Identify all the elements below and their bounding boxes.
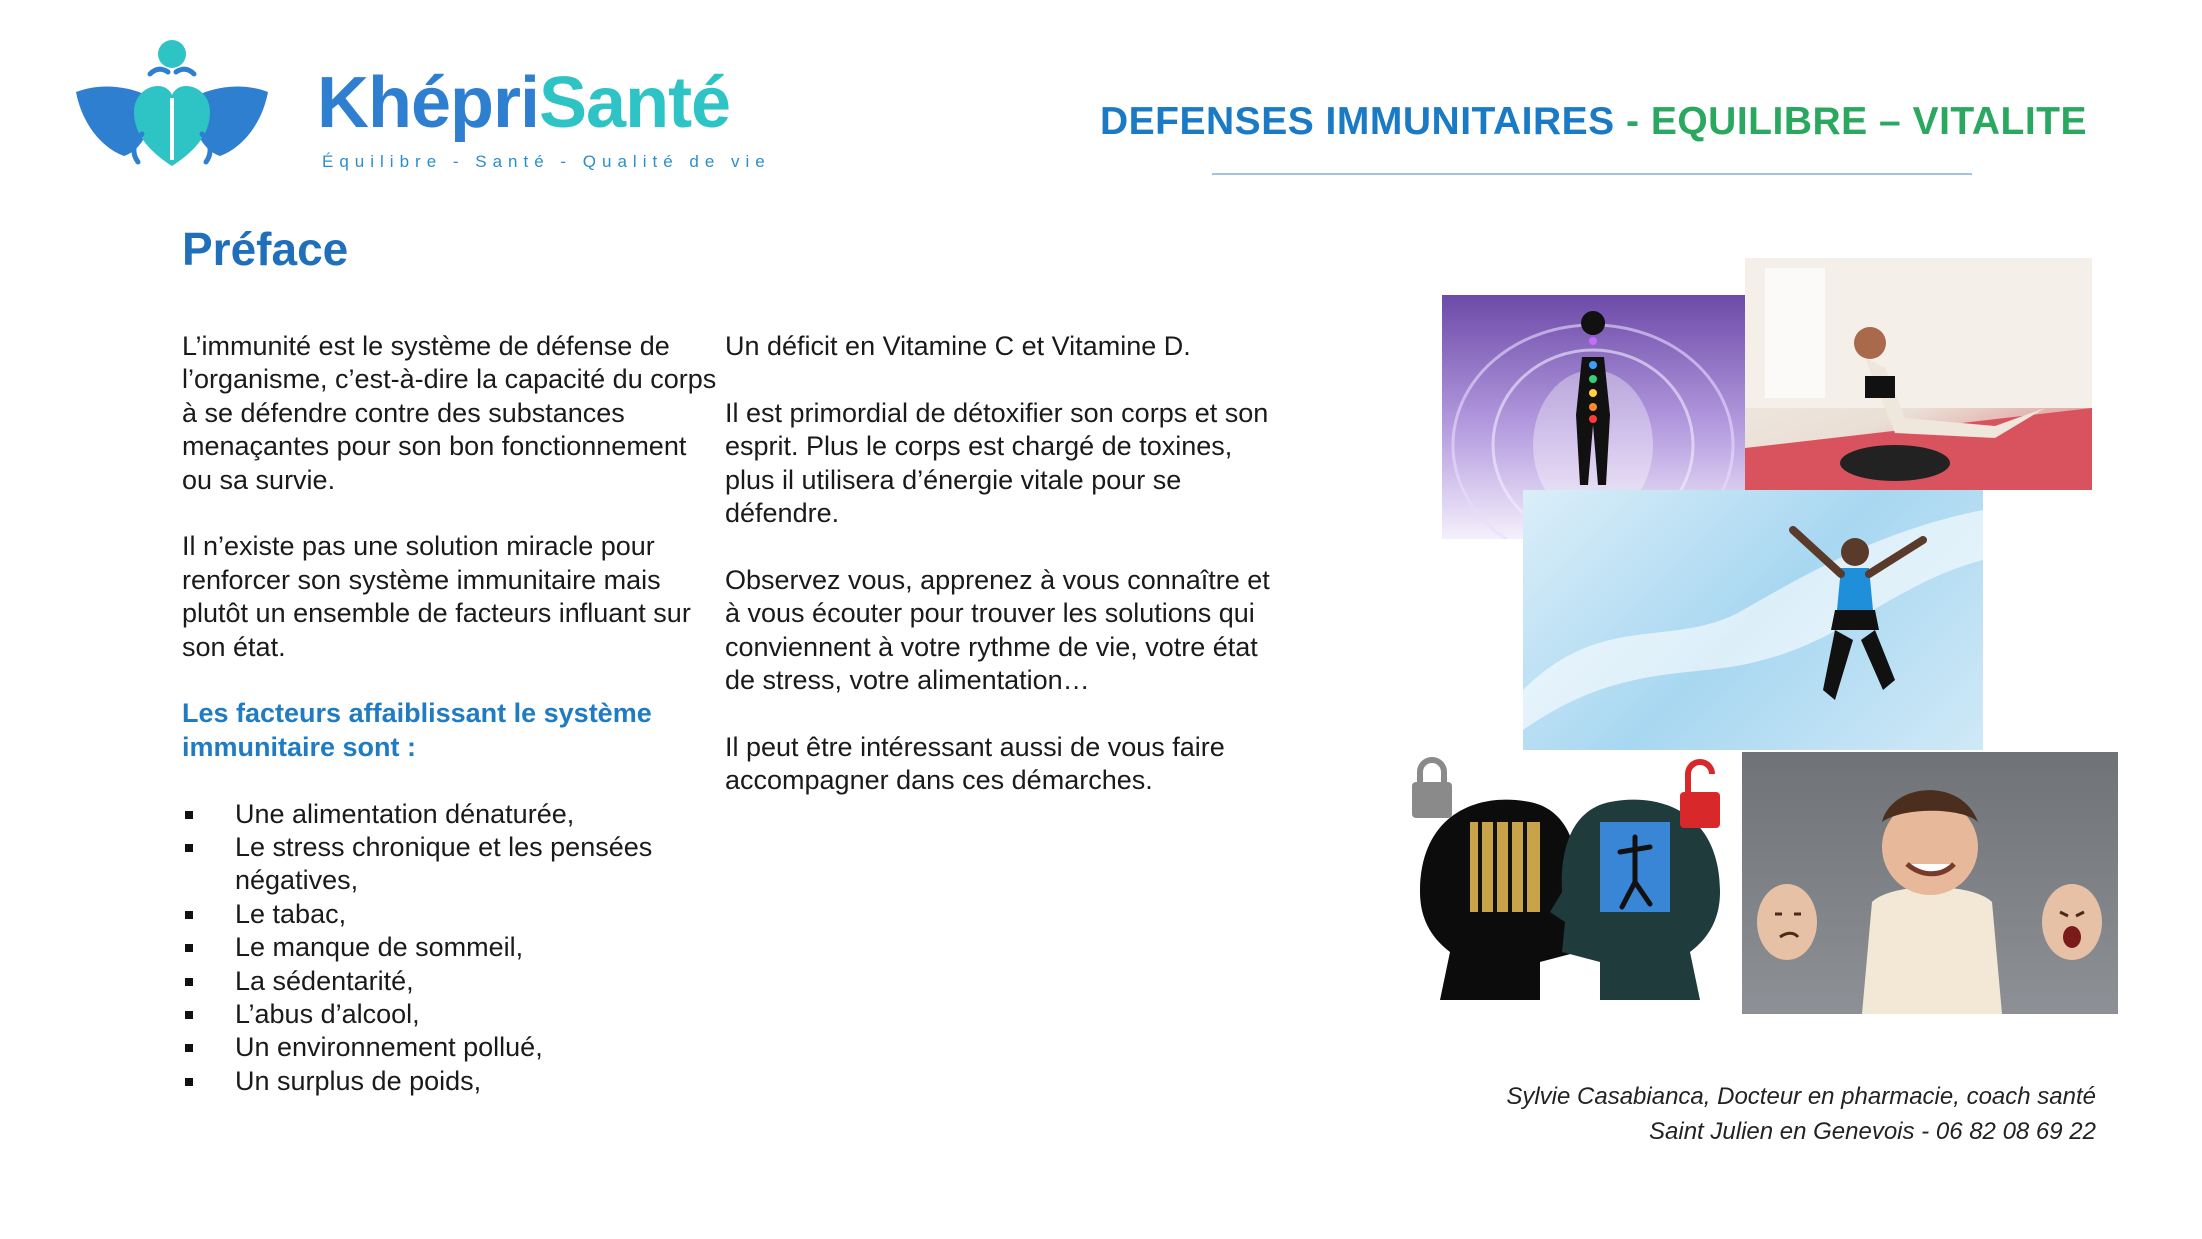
factors-subheading: Les facteurs affaiblissant le système immunitaire sont :	[182, 698, 652, 762]
list-item: Le tabac,	[182, 898, 722, 931]
list-item: Le stress chronique et les pensées négatives,	[182, 831, 722, 898]
water-jump-image	[1523, 490, 1983, 750]
brand-tagline: Équilibre - Santé - Qualité de vie	[322, 152, 771, 171]
headline-part3: VITALITE	[1912, 100, 2087, 143]
list-item: L’abus d’alcool,	[182, 998, 722, 1031]
brand-name-part1: Khépri	[317, 63, 540, 143]
headline-part1: DEFENSES IMMUNITAIRES	[1100, 100, 1615, 143]
right-column	[725, 330, 1285, 831]
brand-name	[317, 62, 730, 144]
headline-separator-2: –	[1867, 100, 1913, 143]
right-paragraph-1: Un déficit en Vitamine C et Vitamine D.	[725, 331, 1191, 361]
page-title: Préface	[182, 223, 349, 275]
list-item: Le manque de sommeil,	[182, 931, 722, 964]
header-headline	[1100, 100, 2087, 144]
right-paragraph-3: Observez vous, apprenez à vous connaître et à vous écouter pour trouver les solutions qui conviennent à votre rythme de vie, votre état de stress, votre alimentation…	[725, 564, 1270, 696]
factors-list	[182, 798, 722, 1099]
yoga-exercise-image	[1745, 258, 2092, 490]
right-paragraph-4: Il peut être intéressant aussi de vous faire accompagner dans ces démarches.	[725, 731, 1225, 796]
right-paragraph-2: Il est primordial de détoxifier son corps et son esprit. Plus le corps est chargé de toxines, plus il utilisera d’énergie vitale pour se défendre.	[725, 397, 1269, 529]
left-column	[182, 330, 722, 1098]
list-item: Une alimentation dénaturée,	[182, 798, 722, 831]
list-item: La sédentarité,	[182, 965, 722, 998]
brand-name-part2: Santé	[539, 63, 731, 143]
credit-line-2: Saint Julien en Genevois - 06 82 08 69 22	[1649, 1118, 2096, 1145]
header-divider	[1212, 173, 1972, 175]
left-paragraph-1: L’immunité est le système de défense de l’organisme, c’est-à-dire la capacité du corps à se défendre contre des substances menaçantes pour son bon fonctionnement ou sa survie.	[182, 331, 717, 495]
locked-unlocked-heads-image	[1410, 752, 1730, 1000]
headline-part2: EQUILIBRE	[1650, 100, 1868, 143]
brand-logo	[72, 38, 771, 188]
list-item: Un surplus de poids,	[182, 1065, 722, 1098]
scarab-icon	[72, 38, 272, 178]
credit-line-1: Sylvie Casabianca, Docteur en pharmacie, coach santé	[1506, 1083, 2096, 1110]
headline-separator: -	[1614, 100, 1651, 143]
masks-emotions-image	[1742, 752, 2118, 1014]
list-item: Un environnement pollué,	[182, 1031, 722, 1064]
left-paragraph-2: Il n’existe pas une solution miracle pour renforcer son système immunitaire mais plutôt un ensemble de facteurs influant sur son état.	[182, 531, 691, 662]
author-credit	[1300, 1079, 2096, 1149]
